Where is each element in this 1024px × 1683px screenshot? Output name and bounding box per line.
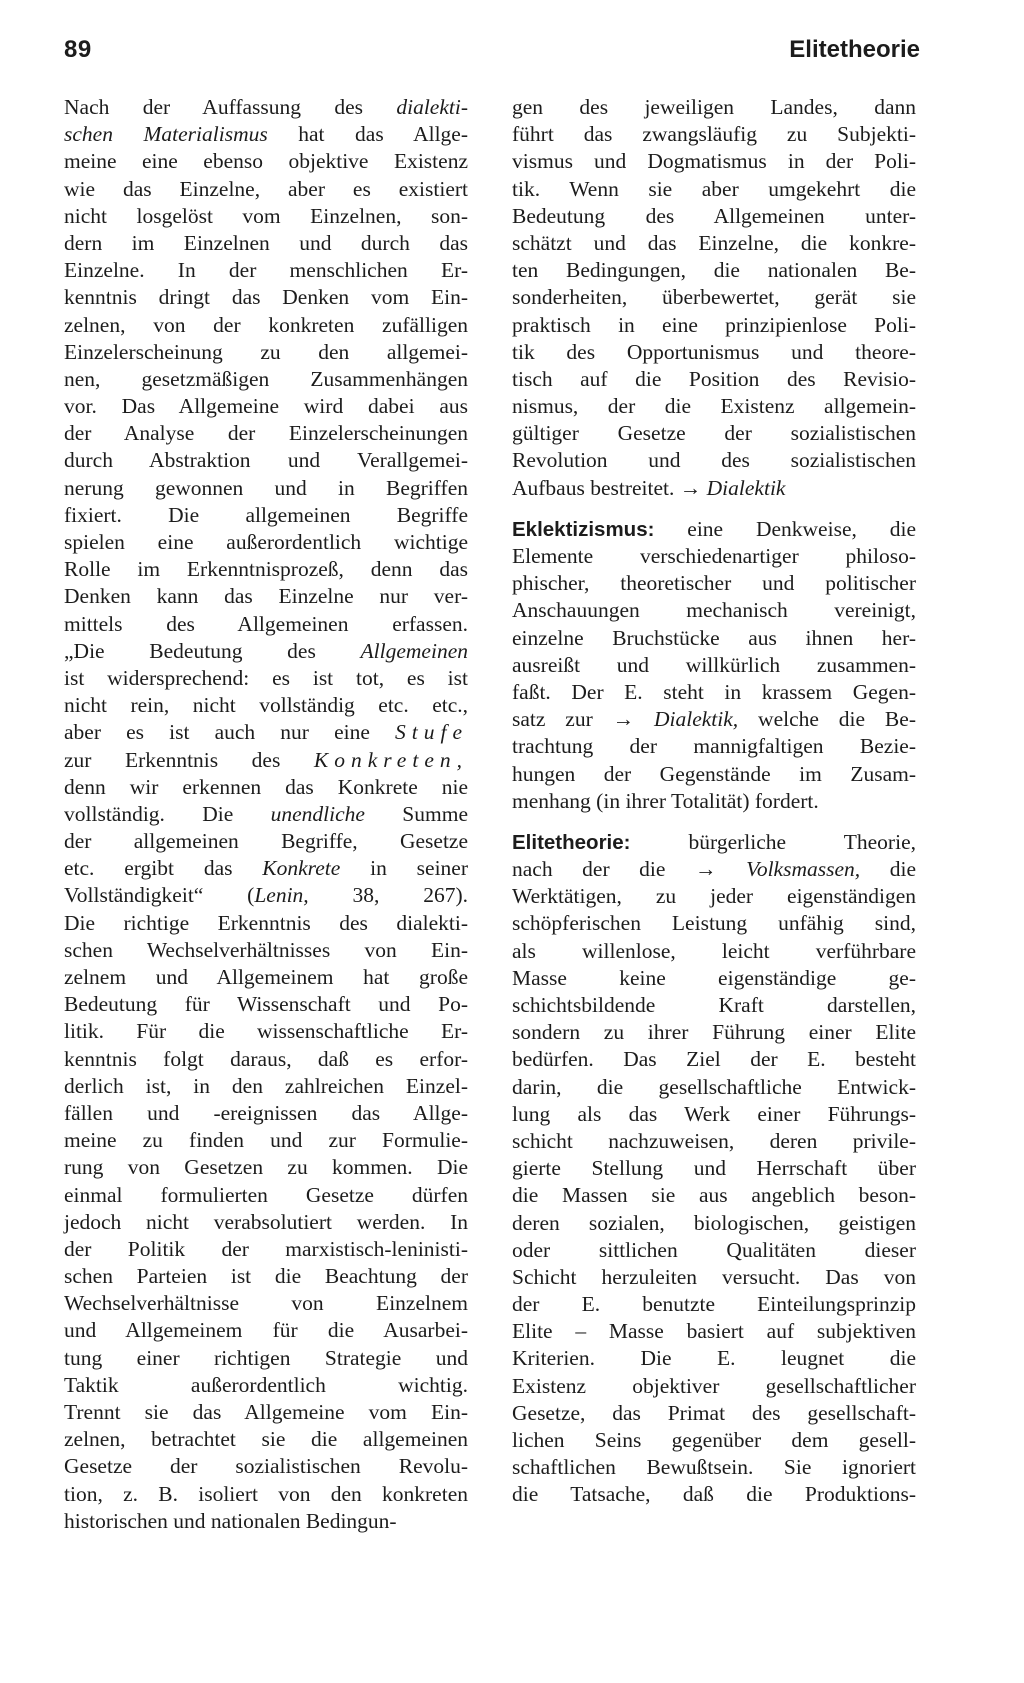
text-run: Einzelne. In der menschlichen Er-	[64, 258, 468, 283]
text-run: vismus und Dogmatismus in der Poli-	[512, 149, 916, 174]
text-line	[64, 1073, 468, 1100]
text-line	[64, 991, 468, 1018]
text-line	[64, 1100, 468, 1127]
text-run: schen Wechselverhältnisses von Ein-	[64, 937, 468, 962]
text-run: tisch auf die Position des Revisio-	[512, 366, 916, 391]
text-run: Bedeutung des Allgemeinen unter-	[512, 203, 916, 228]
text-run: Werktätigen, zu jeder eigenständigen	[512, 884, 916, 909]
text-run: nach der die	[512, 857, 696, 882]
text-run: Trennt sie das Allgemeine vom Ein-	[64, 1400, 468, 1424]
emphasis-text: Allgemeinen	[360, 638, 468, 663]
text-run: welche die Be-	[738, 707, 916, 732]
text-line	[64, 910, 468, 937]
text-line	[512, 856, 916, 883]
text-run: trachtung der mannigfaltigen Bezie-	[512, 734, 916, 759]
text-run: meine eine ebenso objektive Existenz	[64, 149, 468, 174]
text-run: schätzt und das Einzelne, die konkre-	[512, 230, 916, 255]
text-line	[512, 516, 916, 543]
text-line	[512, 393, 916, 420]
text-line	[64, 366, 468, 393]
text-line	[64, 882, 468, 909]
text-line	[64, 257, 468, 284]
text-line	[64, 420, 468, 447]
text-run: nicht rein, nicht vollständig etc. etc.,	[64, 693, 468, 718]
text-run: Die richtige Erkenntnis des dialekti-	[64, 910, 468, 935]
text-run: Rolle im Erkenntnisprozeß, denn das	[64, 557, 468, 582]
text-run: die Tatsache, daß die Produktions-	[512, 1482, 916, 1507]
text-line	[64, 148, 468, 175]
text-line	[512, 1019, 916, 1046]
text-run: 38, 267).	[308, 883, 468, 908]
text-line	[512, 1182, 916, 1209]
text-run: tion, z. B. isoliert von den konkreten	[64, 1481, 468, 1506]
text-line	[64, 121, 468, 148]
text-run: Einzelerscheinung zu den allgemei-	[64, 339, 468, 364]
text-line	[64, 1426, 468, 1453]
text-line	[64, 203, 468, 230]
text-run: derlich ist, in den zahlreichen Einzel-	[64, 1073, 468, 1098]
entry-continuation-einzelnes-allgemeines	[64, 94, 468, 1535]
text-line	[64, 1317, 468, 1344]
text-line	[64, 855, 468, 882]
entry-continuation	[512, 94, 916, 502]
text-run: der E. benutzte Einteilungsprinzip	[512, 1292, 916, 1317]
text-line	[64, 1154, 468, 1181]
text-line	[64, 529, 468, 556]
text-line	[512, 1074, 916, 1101]
text-line	[512, 706, 916, 733]
emphasis-text: → Dialektik	[679, 475, 786, 500]
text-run: tung einer richtigen Strategie und	[64, 1345, 468, 1370]
text-run: satz zur	[512, 707, 613, 732]
entry-headword: Elitetheorie:	[512, 830, 631, 854]
text-run: Aufbaus bestreitet.	[512, 475, 680, 500]
text-line	[64, 556, 468, 583]
text-run: Taktik außerordentlich wichtig.	[64, 1372, 468, 1397]
text-line	[512, 652, 916, 679]
text-line	[64, 502, 468, 529]
text-line	[512, 543, 916, 570]
text-line	[64, 1263, 468, 1290]
text-line	[512, 965, 916, 992]
text-line	[64, 447, 468, 474]
emphasis-text: Lenin,	[254, 883, 309, 908]
text-run: Revolution und des sozialistischen	[512, 448, 916, 473]
text-run: nen, gesetzmäßigen Zusammenhängen	[64, 366, 468, 391]
entry-gap	[512, 502, 916, 516]
text-line	[64, 1508, 468, 1535]
text-line	[64, 94, 468, 121]
text-line	[512, 420, 916, 447]
text-line	[512, 366, 916, 393]
text-line	[512, 1101, 916, 1128]
text-run: Schicht herzuleiten versucht. Das von	[512, 1264, 916, 1289]
text-line	[64, 393, 468, 420]
emphasis-text: Konkrete	[262, 856, 341, 881]
running-head: Elitetheorie	[789, 36, 920, 63]
text-line	[512, 447, 916, 474]
text-run: spielen eine außerordentlich wichtige	[64, 530, 468, 554]
entry-elitetheorie	[512, 829, 916, 1509]
text-line	[512, 312, 916, 339]
text-run: ist widersprechend: es ist tot, es ist	[64, 665, 468, 690]
text-line	[64, 1290, 468, 1317]
text-line	[64, 719, 468, 746]
text-run: bürgerliche Theorie,	[630, 829, 916, 854]
text-run: führt das zwangsläufig zu Subjekti-	[512, 122, 916, 147]
text-run: Existenz objektiver gesellschaftlicher	[512, 1373, 916, 1398]
text-line	[512, 475, 916, 502]
text-run: faßt. Der E. steht in krassem Gegen-	[512, 679, 916, 704]
text-run: Anschauungen mechanisch vereinigt,	[512, 598, 916, 623]
text-run: zur Erkenntnis des	[64, 747, 314, 772]
text-run: praktisch in eine prinzipienlose Poli-	[512, 312, 916, 337]
page-number: 89	[64, 36, 92, 63]
text-run: mittels des Allgemeinen erfassen.	[64, 611, 468, 636]
text-line	[512, 992, 916, 1019]
text-run: eine Denkweise, die	[654, 516, 916, 541]
text-run: kenntnis dringt das Denken vom Ein-	[64, 285, 468, 310]
text-line	[64, 1236, 468, 1263]
text-run: schen Parteien ist die Beachtung der	[64, 1264, 468, 1289]
text-run: der Politik der marxistisch-leninisti-	[64, 1236, 468, 1261]
text-run: einmal formulierten Gesetze dürfen	[64, 1182, 468, 1207]
text-line	[512, 1345, 916, 1372]
text-run: zelnen, von der konkreten zufälligen	[64, 312, 468, 337]
text-run: menhang (in ihrer Totalität) fordert.	[512, 788, 819, 813]
text-line	[512, 910, 916, 937]
text-run: Vollständigkeit“ (	[64, 883, 255, 908]
text-run: nerung gewonnen und in Begriffen	[64, 475, 468, 500]
text-run: Kriterien. Die E. leugnet die	[512, 1346, 916, 1371]
text-run: hungen der Gegenstände im Zusam-	[512, 761, 916, 786]
text-run: schöpferischen Leistung unfähig sind,	[512, 911, 916, 936]
text-line	[64, 312, 468, 339]
text-line	[64, 801, 468, 828]
text-run: deren sozialen, biologischen, geistigen	[512, 1210, 916, 1235]
text-line	[512, 1400, 916, 1427]
text-run: gültiger Gesetze der sozialistischen	[512, 421, 916, 446]
text-run: schichtsbildende Kraft darstellen,	[512, 993, 916, 1017]
text-line	[64, 828, 468, 855]
text-run: kenntnis folgt daraus, daß es erfor-	[64, 1046, 468, 1071]
text-line	[64, 774, 468, 801]
emphasis-text: → Dialektik,	[612, 707, 739, 732]
text-run: Masse keine eigenständige ge-	[512, 965, 916, 990]
text-run: „Die Bedeutung des	[64, 638, 361, 663]
text-line	[512, 257, 916, 284]
text-run: gierte Stellung und Herrschaft über	[512, 1156, 916, 1181]
emphasis-text: Konkreten,	[313, 747, 468, 772]
text-line	[64, 1182, 468, 1209]
text-line	[64, 1453, 468, 1480]
emphasis-text: schen Materialismus	[64, 122, 268, 147]
text-run: vollständig. Die	[64, 801, 271, 826]
text-line	[512, 1046, 916, 1073]
text-line	[512, 1128, 916, 1155]
text-run: litik. Für die wissenschaftliche Er-	[64, 1019, 468, 1044]
text-line	[512, 1291, 916, 1318]
text-run: der Analyse der Einzelerscheinungen	[64, 421, 468, 446]
text-line	[64, 1018, 468, 1045]
text-run: ten Bedingungen, die nationalen Be-	[512, 258, 916, 283]
text-line	[64, 964, 468, 991]
text-line	[512, 938, 916, 965]
text-run: schaftlichen Bewußtsein. Sie ignoriert	[512, 1455, 916, 1480]
text-run: meine zu finden und zur Formulie-	[64, 1128, 468, 1153]
text-line	[512, 761, 916, 788]
emphasis-text: dialekti-	[396, 95, 468, 119]
text-run: einzelne Bruchstücke aus ihnen her-	[512, 625, 916, 650]
text-run: fällen und -ereignissen das Allge-	[64, 1100, 468, 1125]
text-line	[512, 148, 916, 175]
text-line	[64, 1481, 468, 1508]
text-run: tik des Opportunismus und theore-	[512, 339, 916, 364]
text-line	[512, 597, 916, 624]
text-line	[64, 1345, 468, 1372]
text-run: rung von Gesetzen zu kommen. Die	[64, 1155, 468, 1180]
text-line	[64, 339, 468, 366]
text-line	[64, 1127, 468, 1154]
text-line	[512, 625, 916, 652]
text-run: gen des jeweiligen Landes, dann	[512, 95, 916, 119]
text-line	[64, 1209, 468, 1236]
text-line	[512, 230, 916, 257]
text-run: darin, die gesellschaftliche Entwick-	[512, 1074, 916, 1099]
text-line	[512, 1373, 916, 1400]
text-line	[64, 638, 468, 665]
text-run: bedürfen. Das Ziel der E. besteht	[512, 1047, 916, 1072]
text-run: Nach der Auffassung des	[64, 95, 397, 119]
text-run: nicht losgelöst vom Einzelnen, son-	[64, 203, 468, 228]
text-line	[64, 176, 468, 203]
emphasis-text: unendliche	[270, 801, 365, 826]
text-run: der allgemeinen Begriffe, Gesetze	[64, 829, 468, 854]
text-line	[512, 733, 916, 760]
text-run: phischer, theoretischer und politischer	[512, 571, 916, 596]
text-line	[64, 692, 468, 719]
text-line	[64, 1399, 468, 1426]
text-run: lichen Seins gegenüber dem gesell-	[512, 1428, 916, 1452]
text-line	[64, 1372, 468, 1399]
text-line	[512, 94, 916, 121]
text-run: historischen und nationalen Bedingun-	[64, 1508, 397, 1533]
text-run: Elemente verschiedenartiger philoso-	[512, 544, 916, 568]
text-line	[64, 1046, 468, 1073]
text-line	[512, 1454, 916, 1481]
text-run: Bedeutung für Wissenschaft und Po-	[64, 992, 468, 1017]
text-run: wie das Einzelne, aber es existiert	[64, 176, 468, 201]
text-run: tik. Wenn sie aber umgekehrt die	[512, 176, 916, 201]
text-run: Wechselverhältnisse von Einzelnem	[64, 1291, 468, 1316]
text-line	[512, 1318, 916, 1345]
text-line	[512, 176, 916, 203]
text-run: Gesetze der sozialistischen Revolu-	[64, 1454, 468, 1479]
text-line	[512, 570, 916, 597]
emphasis-text: → Volksmassen,	[695, 857, 861, 882]
text-line	[512, 883, 916, 910]
text-line	[512, 203, 916, 230]
text-line	[64, 284, 468, 311]
entry-headword: Eklektizismus:	[512, 517, 655, 541]
text-line	[64, 475, 468, 502]
text-run: oder sittlichen Qualitäten dieser	[512, 1237, 916, 1262]
text-run: sonderheiten, überbewertet, gerät sie	[512, 285, 916, 310]
text-run: fixiert. Die allgemeinen Begriffe	[64, 502, 468, 527]
text-line	[512, 788, 916, 815]
text-line	[512, 1155, 916, 1182]
text-run: etc. ergibt das	[64, 856, 263, 881]
text-run: nismus, der die Existenz allgemein-	[512, 394, 916, 419]
text-line	[512, 121, 916, 148]
text-line	[64, 937, 468, 964]
right-column	[512, 94, 916, 1509]
text-run: und Allgemeinem für die Ausarbei-	[64, 1318, 468, 1343]
text-run: Denken kann das Einzelne nur ver-	[64, 584, 468, 609]
emphasis-text: Stufe	[395, 720, 468, 745]
text-run: denn wir erkennen das Konkrete nie	[64, 774, 468, 799]
text-line	[512, 1237, 916, 1264]
text-run: Summe	[364, 801, 468, 826]
text-line	[64, 747, 468, 774]
text-line	[512, 284, 916, 311]
text-run: zelnen, betrachtet sie die allgemeinen	[64, 1427, 468, 1452]
text-line	[64, 230, 468, 257]
text-line	[512, 339, 916, 366]
text-run: die	[860, 857, 916, 882]
entry-gap	[512, 815, 916, 829]
text-run: die Massen sie aus angeblich beson-	[512, 1183, 916, 1208]
text-run: Gesetze, das Primat des gesellschaft-	[512, 1400, 916, 1425]
text-line	[512, 1427, 916, 1454]
text-run: ausreißt und willkürlich zusammen-	[512, 652, 916, 677]
text-run: schicht nachzuweisen, deren privile-	[512, 1128, 916, 1153]
text-run: durch Abstraktion und Verallgemei-	[64, 448, 468, 473]
text-run: hat das Allge-	[267, 122, 468, 147]
text-run: Elite – Masse basiert auf subjektiven	[512, 1319, 916, 1344]
text-line	[64, 665, 468, 692]
text-line	[512, 1481, 916, 1508]
text-run: in seiner	[340, 856, 468, 881]
text-line	[512, 1264, 916, 1291]
text-line	[64, 583, 468, 610]
text-run: zelnem und Allgemeinem hat große	[64, 965, 468, 989]
entry-eklektizismus	[512, 516, 916, 815]
text-run: aber es ist auch nur eine	[64, 720, 395, 745]
text-line	[512, 829, 916, 856]
left-column	[64, 94, 468, 1535]
text-line	[512, 679, 916, 706]
text-run: vor. Das Allgemeine wird dabei aus	[64, 394, 468, 419]
text-run: als willenlose, leicht verführbare	[512, 938, 916, 963]
text-run: dern im Einzelnen und durch das	[64, 230, 468, 255]
text-line	[512, 1210, 916, 1237]
text-run: jedoch nicht verabsolutiert werden. In	[64, 1209, 468, 1234]
text-run: sondern zu ihrer Führung einer Elite	[512, 1020, 916, 1045]
text-run: lung als das Werk einer Führungs-	[512, 1101, 916, 1126]
text-line	[64, 611, 468, 638]
